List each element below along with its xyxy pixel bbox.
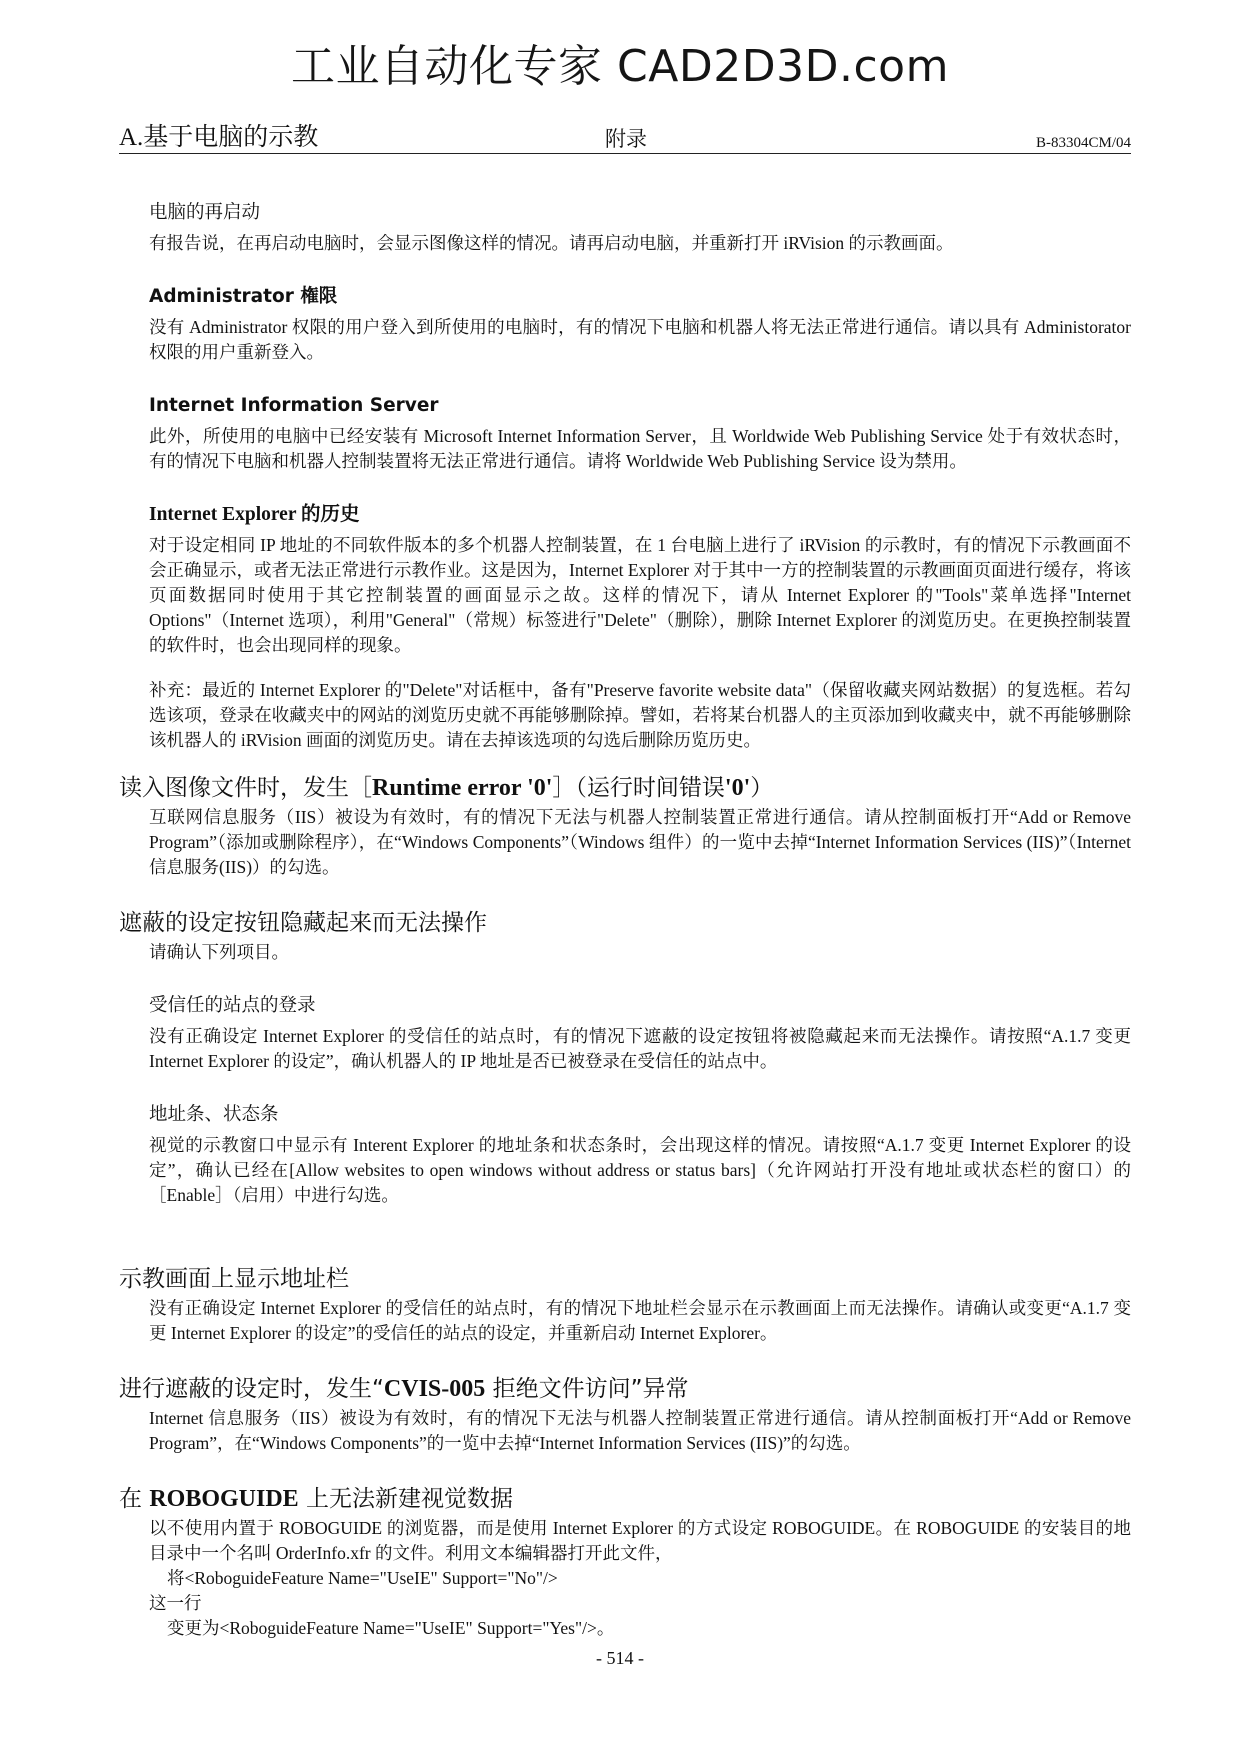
para-cvis-005: Internet 信息服务（IIS）被设为有效时，有的情况下无法与机器人控制装置正常进行通信。请从控制面板打开“Add or Remove Program”，在“Windows Components”的一览中去掉“Internet Information Services (IIS)”的勾选。 bbox=[149, 1408, 1131, 1453]
code-line-before: 将<RoboguideFeature Name="UseIE" Support="No"/> bbox=[167, 1568, 558, 1588]
heading-roboguide: 在 ROBOGUIDE 上无法新建视觉数据 bbox=[119, 1486, 513, 1512]
heading-mask-button-hidden: 遮蔽的设定按钮隐藏起来而无法操作 bbox=[119, 910, 487, 936]
page-content bbox=[119, 200, 1131, 1641]
para-iis: 此外，所使用的电脑中已经安装有 Microsoft Internet Information Server，且 Worldwide Web Publishing Service 处于有效状态时，有的情况下电脑和机器人控制装置将无法正常进行通信。请将 Worldwide Web Publishing Service 设为禁用。 bbox=[149, 426, 1131, 471]
para-address-status-bar: 视觉的示教窗口中显示有 Interent Explorer 的地址条和状态条时，会出现这样的情况。请按照“A.1.7 变更 Internet Explorer 的设定”，确认已经在[Allow websites to open windows without address or status bars]（允许网站打开没有地址或状态栏的窗口）的［Enable］（启用）中进行勾选。 bbox=[149, 1135, 1131, 1205]
heading-address-bar-shown: 示教画面上显示地址栏 bbox=[119, 1266, 349, 1292]
heading-address-status-bar: 地址条、状态条 bbox=[149, 1104, 279, 1125]
page-header bbox=[119, 125, 1131, 154]
heading-trusted-sites: 受信任的站点的登录 bbox=[149, 995, 316, 1016]
heading-iis: Internet Information Server bbox=[149, 395, 439, 416]
heading-ie-history: Internet Explorer 的历史 bbox=[149, 504, 360, 525]
para-ie-history: 对于设定相同 IP 地址的不同软件版本的多个机器人控制装置，在 1 台电脑上进行了 iRVision 的示教时，有的情况下示教画面不会正确显示，或者无法正常进行示教作业。这是因为，Internet Explorer 对于其中一方的控制装置的示教画面页面进行缓存，将该页面数据同时使用于其它控制装置的画面显示之故。这样的情况下，请从 Internet Explorer 的"Tools"菜单选择"Internet Options"（Internet 选项），利用"General"（常规）标签进行"Delete"（删除），删除 Internet Explorer 的浏览历史。在更换控制装置的软件时，也会出现同样的现象。 bbox=[149, 535, 1131, 655]
heading-cvis-005: 进行遮蔽的设定时，发生“CVIS-005 拒绝文件访问”异常 bbox=[119, 1376, 689, 1402]
heading-administrator: Administrator 権限 bbox=[149, 286, 338, 307]
text-this-line: 这一行 bbox=[149, 1593, 202, 1613]
para-ie-history-note: 补充：最近的 Internet Explorer 的"Delete"对话框中，备有"Preserve favorite website data"（保留收藏夹网站数据）的复选框。若勾选该项，登录在收藏夹中的网站的浏览历史就不再能够删除掉。譬如，若将某台机器人的主页添加到收藏夹中，就不再能够删除该机器人的 iRVision 画面的浏览历史。请在去掉该选项的勾选后删除历览历史。 bbox=[149, 680, 1131, 750]
para-runtime-error: 互联网信息服务（IIS）被设为有效时，有的情况下无法与机器人控制装置正常进行通信。请从控制面板打开“Add or Remove Program”（添加或删除程序），在“Windows Components”（Windows 组件）的一览中去掉“Internet Information Services (IIS)”（Internet 信息服务(IIS)）的勾选。 bbox=[149, 807, 1131, 877]
header-section-label: 附录 bbox=[605, 127, 647, 151]
header-chapter-title: A.基于电脑的示教 bbox=[119, 124, 319, 151]
heading-runtime-error: 读入图像文件时，发生［Runtime error '0'］（运行时间错误'0'） bbox=[119, 775, 774, 801]
para-address-bar-shown: 没有正确设定 Internet Explorer 的受信任的站点时，有的情况下地址栏会显示在示教画面上而无法操作。请确认或变更“A.1.7 变更 Internet Explorer 的设定”的受信任的站点的设定，并重新启动 Internet Explorer。 bbox=[149, 1298, 1131, 1343]
header-doc-number: B-83304CM/04 bbox=[1035, 135, 1131, 151]
watermark-banner: 工业自动化专家 CAD2D3D.com bbox=[291, 41, 949, 92]
code-line-after: 变更为<RoboguideFeature Name="UseIE" Support="Yes"/>。 bbox=[167, 1618, 615, 1638]
para-pc-restart: 有报告说，在再启动电脑时，会显示图像这样的情况。请再启动电脑，并重新打开 iRVision 的示教画面。 bbox=[149, 233, 954, 253]
para-mask-button-hidden: 请确认下列项目。 bbox=[149, 942, 289, 962]
para-trusted-sites: 没有正确设定 Internet Explorer 的受信任的站点时，有的情况下遮蔽的设定按钮将被隐藏起来而无法操作。请按照“A.1.7 变更 Internet Explorer 的设定”，确认机器人的 IP 地址是否已被登录在受信任的站点中。 bbox=[149, 1026, 1131, 1071]
para-roboguide: 以不使用内置于 ROBOGUIDE 的浏览器，而是使用 Internet Explorer 的方式设定 ROBOGUIDE。在 ROBOGUIDE 的安装目的地目录中一个名叫 OrderInfo.xfr 的文件。利用文本编辑器打开此文件， bbox=[149, 1518, 1131, 1563]
page-number: - 514 - bbox=[596, 1648, 644, 1668]
heading-pc-restart: 电脑的再启动 bbox=[149, 202, 261, 223]
para-administrator: 没有 Administrator 权限的用户登入到所使用的电脑时，有的情况下电脑和机器人将无法正常进行通信。请以具有 Administorator 权限的用户重新登入。 bbox=[149, 317, 1131, 362]
